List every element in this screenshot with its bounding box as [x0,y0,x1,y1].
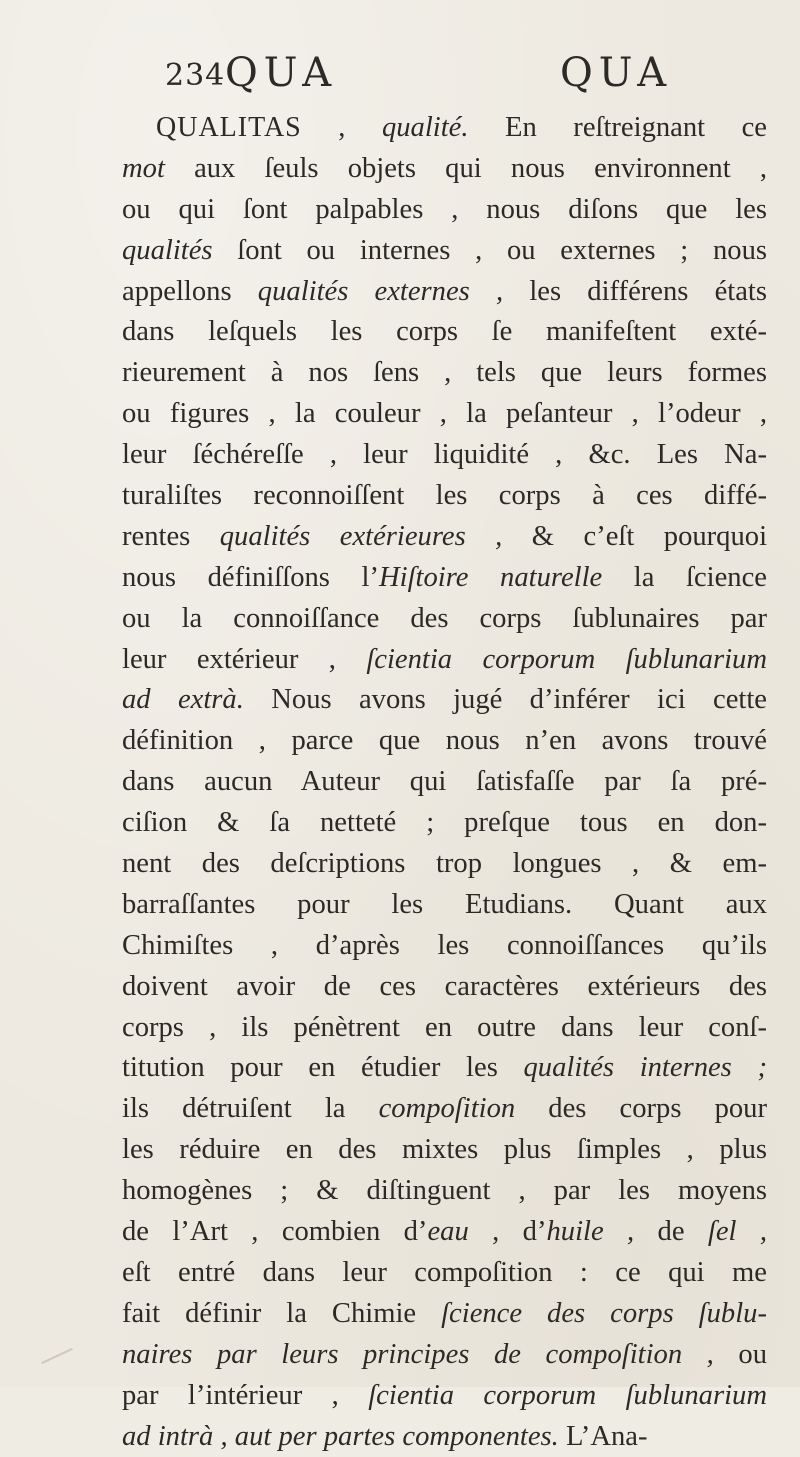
page-header [165,48,685,100]
text-segment: rieurement à nos ſens , tels que leurs formes [122,357,767,388]
text-line [122,517,767,558]
text-segment: ciſion & ſa netteté ; preſque tous en don- [122,807,767,838]
italic-text: qualité. [382,112,469,143]
italic-text: ſel , [708,1216,767,1247]
text-line [122,1335,767,1376]
text-segment: doivent avoir de ces caractères extérieurs des [122,971,767,1002]
italic-text: huile , [546,1216,634,1247]
text-segment: définition , parce que nous n’en avons trouvé [122,725,767,756]
body-text [122,108,767,1457]
text-line [122,1008,767,1049]
italic-text: ſcientia corporum ſublunarium [368,1380,767,1411]
text-line [122,1048,767,1089]
text-segment: ils détruiſent la [122,1093,379,1124]
text-line [122,1212,767,1253]
text-line [122,435,767,476]
text-segment: corps , ils pénètrent en outre dans leur conſ- [122,1012,767,1043]
text-segment: les différens états [503,276,767,307]
text-segment: Nous avons jugé d’inférer ici cette [244,684,767,715]
italic-text: ſcientia corporum ſublunarium [366,644,767,675]
text-line [122,558,767,599]
text-line [122,1253,767,1294]
text-segment: leur extérieur , [122,644,366,675]
text-line [122,1376,767,1417]
text-line [122,149,767,190]
text-segment: la ſcience [602,562,767,593]
text-segment: les réduire en des mixtes plus ſimples , plus [122,1134,767,1165]
italic-text: qualités [122,235,213,266]
text-line [122,476,767,517]
italic-text: eau [427,1216,468,1247]
text-line [122,967,767,1008]
text-line [122,1171,767,1212]
text-segment: nous définiſſons l’ [122,562,379,593]
text-segment: ou la connoiſſance des corps ſublunaires par [122,603,767,634]
text-line [122,926,767,967]
text-line [122,312,767,353]
text-segment: dans leſquels les corps ſe manifeſtent exté- [122,316,767,347]
text-line [122,231,767,272]
italic-text: Hiſtoire naturelle [379,562,602,593]
text-line [122,680,767,721]
text-line [122,762,767,803]
text-segment: ou qui ſont palpables , nous diſons que les [122,194,767,225]
italic-text: ad extrà. [122,684,244,715]
text-line [122,1417,767,1457]
text-line [122,272,767,313]
text-line [122,599,767,640]
italic-text: qualités externes , [258,276,503,307]
italic-text: naires par leurs principes de compoſition , [122,1339,714,1370]
text-line [122,1294,767,1335]
italic-text: compoſition [379,1093,516,1124]
text-segment: de l’Art , combien d’ [122,1216,427,1247]
running-head-left: QUA [225,50,337,96]
text-segment: par l’intérieur , [122,1380,368,1411]
text-segment: fait définir la Chimie [122,1298,441,1329]
text-line [122,1089,767,1130]
text-line [122,803,767,844]
text-segment: Chimiſtes , d’après les connoiſſances qu’ils [122,930,767,961]
text-segment: nent des deſcriptions trop longues , & em- [122,848,767,879]
text-line [122,844,767,885]
italic-text: qualités internes ; [523,1052,767,1083]
text-segment: eſt entré dans leur compoſition : ce qui me [122,1257,767,1288]
text-segment: , d’ [469,1216,547,1247]
text-segment: de [634,1216,708,1247]
text-line [122,353,767,394]
text-segment: appellons [122,276,258,307]
page-mark [41,1348,73,1364]
text-segment: turaliſtes reconnoiſſent les corps à ces diffé- [122,480,767,511]
italic-text: ad intrà , aut per partes componentes. [122,1421,559,1452]
text-segment: leur ſéchéreſſe , leur liquidité , &c. Les Na- [122,439,767,470]
running-head-right: QUA [560,50,672,96]
text-segment: homogènes ; & diſtinguent , par les moyens [122,1175,767,1206]
text-segment: des corps pour [515,1093,767,1124]
text-line [122,1130,767,1171]
text-line [122,190,767,231]
text-segment: En reſtreignant ce [469,112,767,143]
text-segment: aux ſeuls objets qui nous environnent , [165,153,767,184]
headword: QUALITAS [156,112,302,143]
text-segment: & c’eſt pourquoi [502,521,767,552]
text-segment: ſont ou internes , ou externes ; nous [213,235,767,266]
text-line [122,640,767,681]
text-line [122,394,767,435]
text-segment: , [302,112,382,143]
text-line [122,108,767,149]
page-number: 234 [165,58,225,93]
text-segment: barraſſantes pour les Etudians. Quant aux [122,889,767,920]
text-line [122,721,767,762]
text-segment: dans aucun Auteur qui ſatisfaſſe par ſa pré- [122,766,767,797]
italic-text: mot [122,153,165,184]
text-segment: titution pour en étudier les [122,1052,523,1083]
text-segment: ou figures , la couleur , la peſanteur , l’odeur , [122,398,767,429]
text-segment: rentes [122,521,220,552]
italic-text: ſcience des corps ſublu- [441,1298,767,1329]
text-line [122,885,767,926]
text-segment: L’Ana- [559,1421,648,1452]
italic-text: qualités extérieures , [220,521,503,552]
text-segment: ou [714,1339,767,1370]
